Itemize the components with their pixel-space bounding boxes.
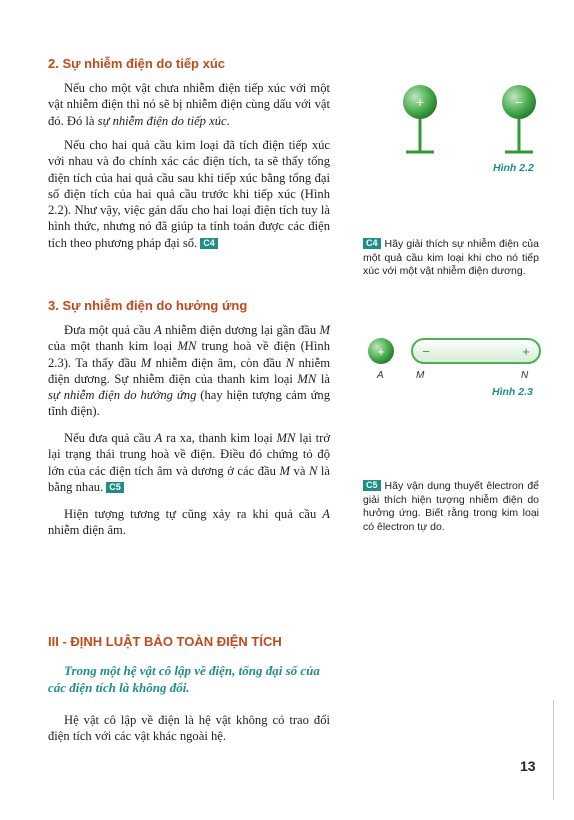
margin-divider: [553, 700, 554, 800]
section-2-para-1: Nếu cho một vật chưa nhiễm điện tiếp xúc với một vật nhiễm điện thì nó sẽ bị nhiễm điện cùng dấu với vật đó. Đó là sự nhiễm điện do tiếp xúc.: [48, 81, 330, 128]
figure-2-3: [366, 334, 546, 368]
conservation-law: Trong một hệ vật cô lập về điện, tổng đại số của các điện tích là không đổi.: [48, 663, 320, 695]
section-2-para-2: Nếu cho hai quả cầu kim loại đã tích điện tiếp xúc với nhau và đo chính xác các điện tích, ta sẽ thấy tổng điện tích của hai quả cầu sau khi tiếp xúc bằng tổng đại số điện tích của hai quả cầu trước khi tiếp xúc (Hình 2.2). Như vậy, việc gán dấu cho hai loại điện tích tuy là hình thức, nhưng nó đã giúp ta tính toán được các điện tích theo phương pháp đại số. C4: [48, 138, 330, 250]
c4-badge: C4: [200, 238, 218, 249]
rod-minus-sign: −: [422, 344, 430, 359]
rod-plus-sign: +: [522, 344, 530, 359]
note-c5: C5 Hãy vận dụng thuyết êlectron để giải thích hiện tượng nhiễm điện do hưởng ứng. Biết rằng trong kim loại có êlectron tự do.: [363, 480, 539, 533]
label-A: A: [377, 370, 384, 381]
label-M: M: [416, 370, 425, 381]
page-number: 13: [520, 758, 536, 774]
note-c5-badge: C5: [363, 480, 381, 491]
plus-sign: +: [415, 94, 425, 110]
minus-sign: −: [514, 94, 524, 110]
figure-2-3-caption: Hình 2.3: [492, 386, 533, 398]
note-c4-badge: C4: [363, 238, 381, 249]
section-III-title: III - ĐỊNH LUẬT BẢO TOÀN ĐIỆN TÍCH: [48, 634, 282, 649]
metal-rod-MN: [412, 339, 540, 363]
section-3-para-3: Hiện tượng tương tự cũng xảy ra khi quả cầu A nhiễm điện âm.: [48, 507, 330, 538]
c5-badge: C5: [106, 482, 124, 493]
figure-2-2-caption: Hình 2.2: [493, 162, 534, 174]
note-c4: C4 Hãy giải thích sự nhiễm điện của một quả cầu kim loại khi cho nó tiếp xúc với một vật nhiễm điện dương.: [363, 238, 539, 277]
section-3-para-1: Đưa một quả cầu A nhiễm điện dương lại gần đầu M của một thanh kim loại MN trung hoà về điện (Hình 2.3). Ta thấy đầu M nhiễm điện âm, còn đầu N nhiễm điện dương. Sự nhiễm điện của thanh kim loại MN là sự nhiễm điện do hưởng ứng (hay hiện tượng cảm ứng tĩnh điện).: [48, 323, 331, 419]
label-N: N: [521, 370, 529, 381]
figure-2-2: [400, 82, 550, 162]
sphere-A-sign: +: [377, 344, 385, 359]
section-3-para-2: Nếu đưa quả cầu A ra xa, thanh kim loại MN lại trở lại trạng thái trung hoà về điện. Điều đó chứng tỏ độ lớn của các điện tích âm và dương ở các đầu M và N là bằng nhau. C5: [48, 431, 330, 494]
section-3-heading: 3. Sự nhiễm điện do hưởng ứng: [48, 298, 248, 313]
section-III-para: Hệ vật cô lập về điện là hệ vật không có trao đổi điện tích với các vật khác ngoài hệ.: [48, 713, 330, 744]
section-2-heading: 2. Sự nhiễm điện do tiếp xúc: [48, 56, 225, 71]
